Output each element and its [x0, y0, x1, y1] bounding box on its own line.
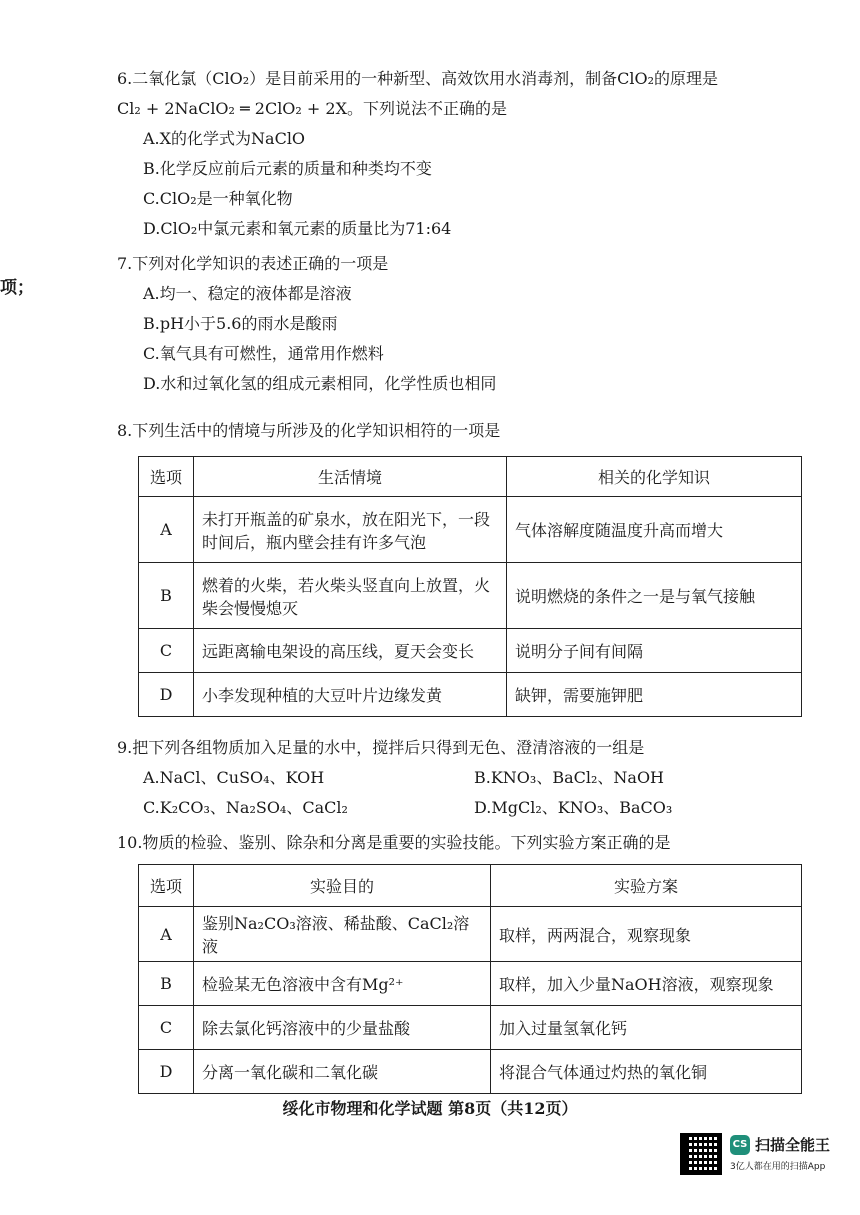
q8-row-d-knowledge: 缺钾，需要施钾肥	[507, 673, 802, 717]
q10-row-d-plan: 将混合气体通过灼热的氧化铜	[491, 1050, 802, 1094]
q10-header-purpose: 实验目的	[194, 865, 491, 907]
q7-option-d: D.水和过氧化氢的组成元素相同，化学性质也相同	[143, 374, 497, 393]
scanner-watermark	[680, 1133, 850, 1193]
q9-option-d: D.MgCl₂、KNO₃、BaCO₃	[474, 798, 673, 817]
page-footer: 绥化市物理和化学试题 第8页（共12页）	[282, 1099, 578, 1118]
question-9	[117, 733, 774, 823]
q9-option-c: C.K₂CO₃、Na₂SO₄、CaCl₂	[143, 798, 348, 817]
q8-row-d-scene: 小李发现种植的大豆叶片边缘发黄	[194, 673, 507, 717]
q10-stem: 10.物质的检验、鉴别、除杂和分离是重要的实验技能。下列实验方案正确的是	[117, 833, 671, 852]
question-8	[117, 416, 500, 446]
q7-option-c: C.氧气具有可燃性，通常用作燃料	[143, 344, 384, 363]
q7-option-b: B.pH小于5.6的雨水是酸雨	[143, 314, 338, 333]
q10-row-b-option: B	[139, 962, 194, 1006]
q8-row-c-option: C	[139, 629, 194, 673]
q8-row-a-scene: 未打开瓶盖的矿泉水，放在阳光下，一段时间后，瓶内壁会挂有许多气泡	[194, 497, 507, 563]
table-row	[139, 497, 802, 563]
table-row	[139, 1050, 802, 1094]
q8-header-knowledge: 相关的化学知识	[507, 457, 802, 497]
scanner-app-name: 扫描全能王	[755, 1136, 831, 1154]
q9-option-a: A.NaCl、CuSO₄、KOH	[143, 768, 325, 787]
q7-option-a: A.均一、稳定的液体都是溶液	[143, 284, 352, 303]
q8-row-c-scene: 远距离输电架设的高压线，夏天会变长	[194, 629, 507, 673]
question-6	[117, 64, 718, 244]
table-header-row	[139, 865, 802, 907]
q10-row-b-plan: 取样，加入少量NaOH溶液，观察现象	[491, 962, 802, 1006]
table-row	[139, 907, 802, 962]
q10-table	[138, 864, 802, 1094]
table-row	[139, 1006, 802, 1050]
q8-row-c-knowledge: 说明分子间有间隔	[507, 629, 802, 673]
q8-row-d-option: D	[139, 673, 194, 717]
q9-option-b: B.KNO₃、BaCl₂、NaOH	[474, 768, 665, 787]
q6-option-c: C.ClO₂是一种氧化物	[143, 189, 293, 208]
q6-stem-line1: 6.二氧化氯（ClO₂）是目前采用的一种新型、高效饮用水消毒剂，制备ClO₂的原理是	[117, 69, 719, 88]
q9-options	[117, 763, 774, 823]
scanner-tagline: 3亿人都在用的扫描App	[730, 1162, 826, 1172]
q6-option-a: A.X的化学式为NaClO	[143, 129, 306, 148]
q7-stem: 7.下列对化学知识的表述正确的一项是	[117, 254, 389, 273]
q8-table	[138, 456, 802, 717]
question-7	[117, 249, 496, 399]
camscanner-logo-icon: CS	[730, 1135, 750, 1155]
q8-row-b-scene: 燃着的火柴，若火柴头竖直向上放置，火柴会慢慢熄灭	[194, 563, 507, 629]
q6-option-b: B.化学反应前后元素的质量和种类均不变	[143, 159, 432, 178]
q10-row-d-option: D	[139, 1050, 194, 1094]
q8-stem: 8.下列生活中的情境与所涉及的化学知识相符的一项是	[117, 421, 501, 440]
q8-header-option: 选项	[139, 457, 194, 497]
table-row	[139, 563, 802, 629]
q9-stem: 9.把下列各组物质加入足量的水中，搅拌后只得到无色、澄清溶液的一组是	[117, 738, 645, 757]
q6-stem-line2: Cl₂ + 2NaClO₂ ═ 2ClO₂ + 2X。下列说法不正确的是	[117, 99, 507, 118]
q8-header-scene: 生活情境	[194, 457, 507, 497]
q8-row-a-option: A	[139, 497, 194, 563]
question-10	[117, 828, 670, 858]
q10-row-a-option: A	[139, 907, 194, 962]
q10-row-c-plan: 加入过量氢氧化钙	[491, 1006, 802, 1050]
qr-code-icon	[680, 1133, 722, 1175]
q10-row-a-plan: 取样，两两混合，观察现象	[491, 907, 802, 962]
table-header-row	[139, 457, 802, 497]
table-row	[139, 629, 802, 673]
table-row	[139, 962, 802, 1006]
q10-row-c-option: C	[139, 1006, 194, 1050]
table-row	[139, 673, 802, 717]
q10-row-c-purpose: 除去氯化钙溶液中的少量盐酸	[194, 1006, 491, 1050]
q10-header-plan: 实验方案	[491, 865, 802, 907]
q10-row-d-purpose: 分离一氧化碳和二氧化碳	[194, 1050, 491, 1094]
q10-row-a-purpose: 鉴别Na₂CO₃溶液、稀盐酸、CaCl₂溶液	[194, 907, 491, 962]
q8-row-b-option: B	[139, 563, 194, 629]
q8-row-a-knowledge: 气体溶解度随温度升高而增大	[507, 497, 802, 563]
margin-fragment: 项；	[0, 278, 34, 298]
q10-header-option: 选项	[139, 865, 194, 907]
q8-row-b-knowledge: 说明燃烧的条件之一是与氧气接触	[507, 563, 802, 629]
q6-option-d: D.ClO₂中氯元素和氧元素的质量比为71:64	[143, 219, 452, 238]
q10-row-b-purpose: 检验某无色溶液中含有Mg²⁺	[194, 962, 491, 1006]
